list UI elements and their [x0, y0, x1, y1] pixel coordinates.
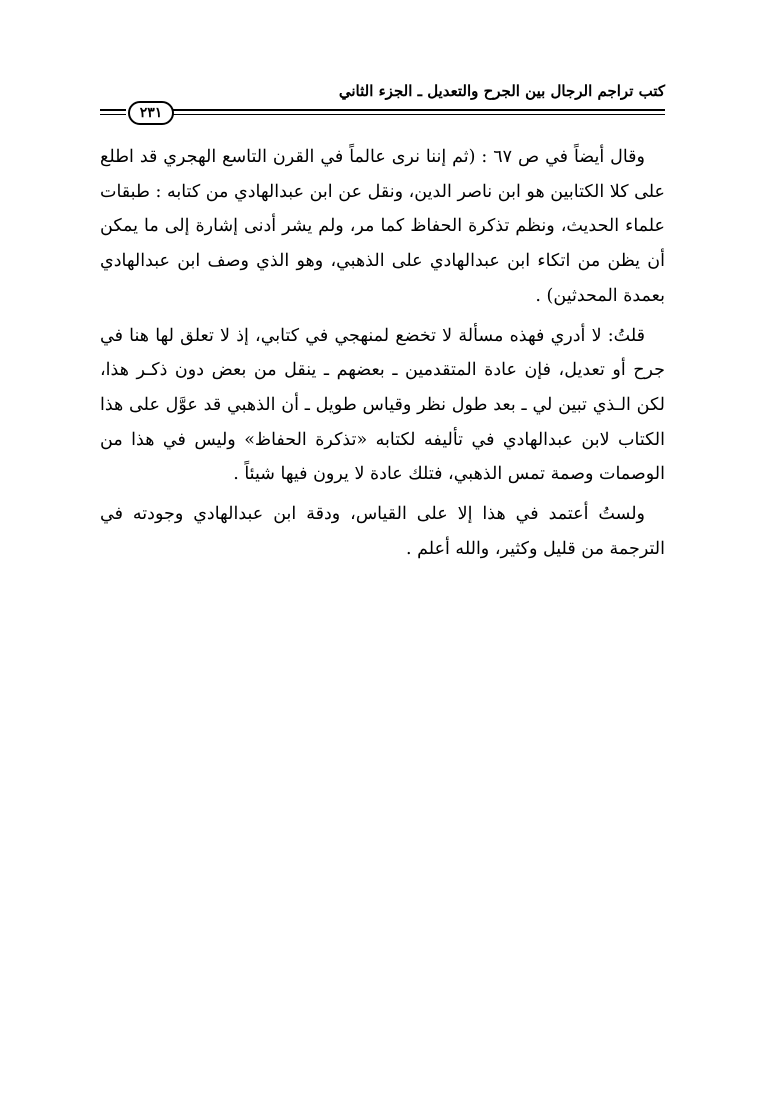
- running-title: كتب تراجم الرجال بين الجرح والتعديل ـ الجزء الثاني: [338, 82, 665, 100]
- body-text: [100, 140, 665, 566]
- paragraph-3: ولستُ أعتمد في هذا إلا على القياس، ودقة ابن عبدالهادي وجودته في الترجمة من قليل وكثير، والله أعلم .: [100, 504, 665, 559]
- header-rule-thick: [173, 109, 665, 111]
- header-rule-thin: [173, 114, 665, 115]
- page-number: ٢٣١: [128, 101, 174, 125]
- header-rule-left-thin: [100, 114, 126, 115]
- paragraph-2: قلتُ: لا أدري فهذه مسألة لا تخضع لمنهجي في كتابي، إذ لا تعلق لها هنا في جرح أو تعديل، فإن عادة المتقدمين ـ بعضهم ـ ينقل من بعض دون ذكـر هذا، لكن الـذي تبين لي ـ بعد طول نظر وقياس طويل ـ أن الذهبي قد عوَّل على هذا الكتاب لابن عبدالهادي في تأليفه لكتابه «تذكرة الحفاظ» وليس في هذا من الوصمات وصمة تمس الذهبي، فتلك عادة لا يرون فيها شيئاً .: [100, 325, 665, 485]
- header-rule-left-thick: [100, 109, 126, 111]
- page-header: [100, 78, 665, 128]
- paragraph-1: وقال أيضاً في ص ٦٧ : (ثم إننا نرى عالماً في القرن التاسع الهجري قد اطلع على كلا الكتابين هو ابن ناصر الدين، ونقل عن ابن عبدالهادي من كتابه : طبقات علماء الحديث، ونظم تذكرة الحفاظ كما مر، ولم يشر أدنى إشارة إلى ما يمكن أن يظن من اتكاء ابن عبدالهادي على الذهبي، وهو الذي وصف ابن عبدالهادي بعمدة المحدثين) .: [100, 147, 665, 306]
